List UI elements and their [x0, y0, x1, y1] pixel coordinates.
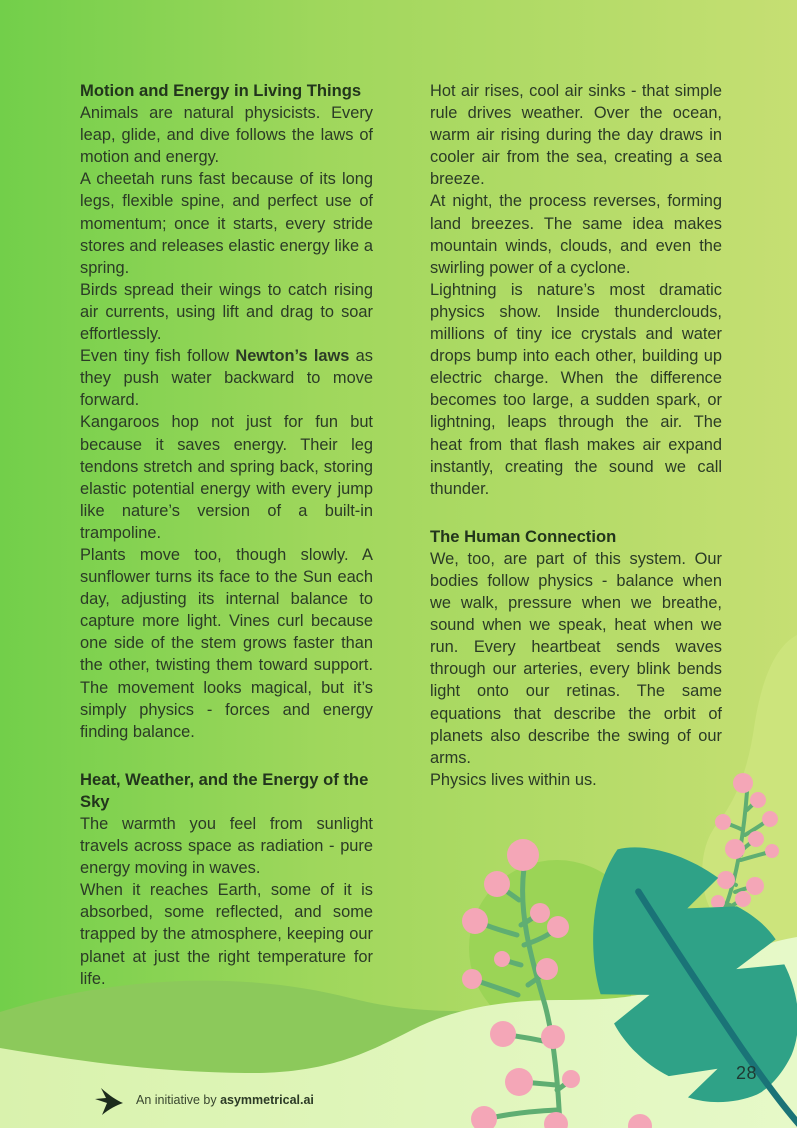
paragraph: [80, 345, 373, 411]
section-heading-heat-weather: Heat, Weather, and the Energy of the Sky: [80, 769, 369, 811]
right-column: [430, 80, 722, 791]
paragraph: When it reaches Earth, some of it is absorbed, some reflected, and some trapped by the atmosphere, keeping our planet at just the right temperature for life.: [80, 881, 373, 988]
footer-prefix: An initiative by: [136, 1093, 221, 1107]
page-number: 28: [736, 1063, 758, 1083]
paragraph: A cheetah runs fast because of its long legs, flexible spine, and perfect use of momentum; once it starts, every stride stores and releases elastic energy like a spring.: [80, 170, 373, 277]
paragraph-text: Even tiny fish follow: [80, 347, 236, 366]
paragraph: Plants move too, though slowly. A sunflower turns its face to the Sun each day, adjusting its internal balance to capture more light. Vines curl because one side of the stem grows faster than the other, twisting them toward support. The movement looks magical, but it’s simply physics - forces and energy finding balance.: [80, 545, 373, 741]
paragraph: Birds spread their wings to catch rising air currents, using lift and drag to soar effortlessly.: [80, 280, 373, 344]
section-heading-motion: Motion and Energy in Living Things: [80, 81, 362, 100]
bold-term-newtons-laws: Newton’s laws: [235, 347, 350, 366]
paragraph-text: as they push water backward to move forward.: [80, 347, 373, 410]
paragraph: The warmth you feel from sunlight travels across space as radiation - pure energy moving in waves.: [80, 815, 373, 878]
paragraph: Animals are natural physicists. Every leap, glide, and dive follows the laws of motion and energy.: [80, 104, 373, 167]
footer-credit: [92, 1082, 314, 1118]
footer-brand: asymmetrical.ai: [220, 1093, 314, 1107]
paragraph: At night, the process reverses, forming land breezes. The same idea makes mountain winds, clouds, and even the swirling power of a cyclone.: [430, 192, 722, 277]
bird-logo-icon: [92, 1082, 125, 1118]
left-column: [80, 80, 373, 990]
paragraph: Kangaroos hop not just for fun but because it saves energy. Their leg tendons stretch and spring back, storing elastic potential energy with every jump like nature’s version of a built-in trampoline.: [80, 413, 373, 542]
paragraph: Physics lives within us.: [430, 770, 597, 789]
paragraph: Hot air rises, cool air sinks - that simple rule drives weather. Over the ocean, warm air rising during the day draws in cooler air from the sea, creating a sea breeze.: [430, 82, 722, 189]
paragraph: We, too, are part of this system. Our bodies follow physics - balance when we walk, pressure when we breathe, sound when we speak, heat when we run. Every heartbeat sends waves through our arteries, every blink bends light onto our retinas. The same equations that describe the orbit of planets also describe the swing of our arms.: [430, 549, 722, 767]
paragraph: Lightning is nature’s most dramatic physics show. Inside thunderclouds, millions of tiny ice crystals and water drops bump into each other, building up electric charge. When the difference becomes too large, a sudden spark, or lightning, leaps through the air. The heat from that flash makes air expand instantly, creating the sound we call thunder.: [430, 280, 722, 498]
footer-credit-text: [136, 1093, 314, 1107]
section-heading-human-connection: The Human Connection: [430, 526, 617, 546]
